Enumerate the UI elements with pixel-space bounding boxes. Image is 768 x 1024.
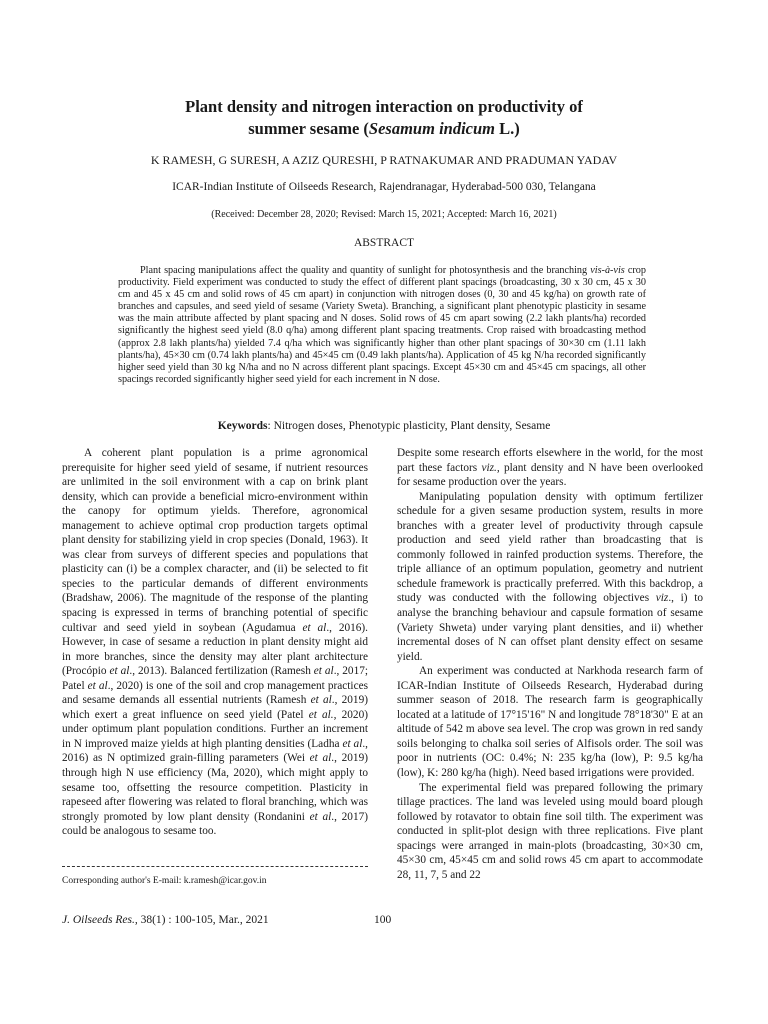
- text-run: ., i) to analyse the branching behaviour and capsule formation of sesame (Variety Shweta) under varying plant densities, and ii) whether incremental doses of N can offset plant density effect on sesame yield.: [397, 592, 703, 663]
- italic-viz: viz: [655, 592, 669, 605]
- right-paragraph-3: An experiment was conducted at Narkhoda research farm of ICAR-Indian Institute of Oilseeds Research, Hyderabad during summer season of 2018. The research farm is geographically located at a latitude of 17°15'16" N and longitude 78°18'30" E at an altitude of 542 m above sea level. The crop was grown in red sandy soils belonging to chalka soil series of Alfisols order. The soil was poor in nutrients (OC: 0.4%; N: 235 kg/ha (low), P: 9.5 kg/ha (low), K: 280 kg/ha (high). Need based irrigations were provided.: [397, 665, 703, 780]
- abstract-text: [118, 265, 646, 386]
- affiliation: ICAR-Indian Institute of Oilseeds Research, Rajendranagar, Hyderabad-500 030, Telangana: [172, 181, 596, 193]
- title-line-1: Plant density and nitrogen interaction on productivity of: [185, 97, 583, 116]
- journal-citation: [62, 913, 269, 928]
- text-run: ., 2017; Patel: [62, 665, 369, 692]
- title-species-name: Sesamum indicum: [368, 119, 495, 138]
- keywords-line: [60, 419, 708, 434]
- text-run: Manipulating population density with optimum fertilizer schedule for a given sesame production system, results in more branches with a greater level of productivity through capsule production and seed yield rather than broadcasting that is commonly followed in rainfed production systems. Therefore, the triple alliance of an optimum population, geometry and nutrient schedule framework is practically preferred. With this backdrop, a study was conducted with the following objectives: [397, 490, 703, 605]
- author-list: K RAMESH, G SURESH, A AZIZ QURESHI, P RATNAKUMAR AND PRADUMAN YADAV: [150, 153, 618, 167]
- title-line-2-prefix: summer sesame (: [248, 119, 369, 138]
- text-run: ., 2019) through high N use efficiency (Ma, 2020), which might apply to sesame too, offsetting the resource competition. Plasticity in rapeseed after flowering was related to floral branching, which was strongly promoted by low plant density (Rondanini: [62, 752, 368, 823]
- italic-et-al: et al: [309, 810, 332, 823]
- abstract-part-2: crop productivity. Field experiment was conducted to study the effect of different plant spacings (broadcasting, 30 x 30 cm, 45 x 30 cm and 45 x 45 cm and solid rows of 45 cm apart) in conjunction with nitrogen doses (0, 30 and 45 kg/ha) on growth rate of branches and capsules, and seed yield of sesame (Variety Sweta). Branching, a significant plant phenotypic plasticity in sesame was the main attribute affected by plant spacing and N doses. Solid rows of 45 cm apart sowing (2.2 lakh plants/ha) recorded significantly the highest seed yield (8.0 q/ha) among different plant spacing treatments. Crop raised with broadcasting method (approx 2.8 lakh plants/ha) yielded 7.4 q/ha which was significantly higher than other plant spacings of 30×30 cm (1.11 lakh plants/ha), 45×30 cm (0.74 lakh plants/ha) and 45×45 cm (0.49 lakh plants/ha). Application of 45 kg N/ha recorded significantly higher seed yield than 30 kg N/ha and no N across different plant spacings. Except 45×30 cm and 45×45 cm spacings, all other spacings recorded significantly higher seed yield for each increment in N dose.: [118, 265, 646, 385]
- abstract-part-1: Plant spacing manipulations affect the quality and quantity of sunlight for photosynthesis and the branching: [140, 265, 591, 276]
- italic-et-al: et al: [309, 752, 332, 765]
- text-run: ., 2020) is one of the soil and crop management practices and sesame demands all essential nutrients (Ramesh: [62, 679, 369, 707]
- italic-et-al: et al: [342, 737, 363, 750]
- received-dates: (Received: December 28, 2020; Revised: March 15, 2021; Accepted: March 16, 2021): [211, 209, 557, 220]
- right-paragraph-2: [397, 490, 703, 665]
- body-right-column: [397, 446, 703, 882]
- footnote-separator: [62, 866, 368, 867]
- italic-et-al: et al: [310, 694, 332, 707]
- italic-et-al: et al: [302, 621, 327, 634]
- text-run: ., 2019) which exert a great influence on seed yield (Patel: [62, 694, 368, 721]
- text-run: plant density and N have been overlooked for sesame production over the years.: [397, 461, 703, 489]
- text-run: ., 2013). Balanced fertilization (Ramesh: [129, 665, 314, 678]
- text-run: Despite some research efforts elsewhere in the world, for the most part these factors: [397, 447, 703, 474]
- text-run: A coherent plant population is a prime agronomical prerequisite for higher seed yield of sesame, if nutrient resources are unlimited in the soil environment with a cap on brink plant density, which can provide a beneficial micro-environment within the canopy for optimum yields. Therefore, agronomical management to achieve optimal crop production targets optimal plant density for stabilizing yield in crop species (Donald, 1963). It was clear from surveys of different species and populations that plasticity can (i) be a complex character, and (ii) be selected to fit species to the particular demands of different environments (Bradshaw, 2006). The magnitude of the response of the planting spacing is expressed in terms of branching potential of specific cultivar and seed yield in soybean (Agudamua: [62, 447, 368, 634]
- right-paragraph-1: [397, 446, 703, 490]
- text-run: 2020) under optimum plant population conditions. Further an increment in N improved maize yields at high planting densities (Ladha: [62, 708, 368, 750]
- title-line-2-suffix: L.): [495, 119, 520, 138]
- abstract-italic-vis-a-vis: vis-à-vis: [590, 265, 625, 276]
- keywords-text: : Nitrogen doses, Phenotypic plasticity, Plant density, Sesame: [267, 420, 551, 432]
- keywords-label: Keywords: [217, 420, 268, 432]
- corresponding-author-footnote: Corresponding author's E-mail: k.ramesh@icar.gov.in: [62, 876, 267, 886]
- journal-volume-info: 38(1) : 100-105, Mar., 2021: [137, 914, 269, 926]
- italic-et-al: et al.,: [308, 708, 337, 721]
- italic-et-al: et al: [87, 679, 108, 692]
- text-run: ., 2017) could be analogous to sesame too.: [62, 810, 368, 838]
- text-run: ., 2016) as N optimized grain-filling parameters (Wei: [62, 737, 368, 765]
- intro-paragraph: [62, 446, 368, 839]
- italic-et-al: et al: [109, 665, 130, 678]
- text-run: ., 2016). However, in case of sesame a reduction in plant density might aid in more branches, since the density may alter plant architecture (Procópio: [62, 621, 369, 678]
- journal-name: J. Oilseeds Res.,: [62, 914, 138, 926]
- paper-title: [60, 96, 708, 140]
- page-number: 100: [374, 914, 392, 926]
- abstract-heading: ABSTRACT: [353, 237, 415, 249]
- italic-et-al: et al: [313, 665, 334, 678]
- italic-viz: viz.,: [481, 461, 500, 474]
- right-paragraph-4: The experimental field was prepared following the primary tillage practices. The land was leveled using mould board plough followed by rotavator to obtain fine soil tilth. The experiment was conducted in split-plot design with three replications. Five plant spacings were arranged in main-plots (broadcasting, 30×30 cm, 45×30 cm, 45×45 cm and solid rows 45 cm apart to accommodate 28, 11, 7, 5 and 22: [397, 781, 703, 881]
- body-left-column: [62, 446, 368, 839]
